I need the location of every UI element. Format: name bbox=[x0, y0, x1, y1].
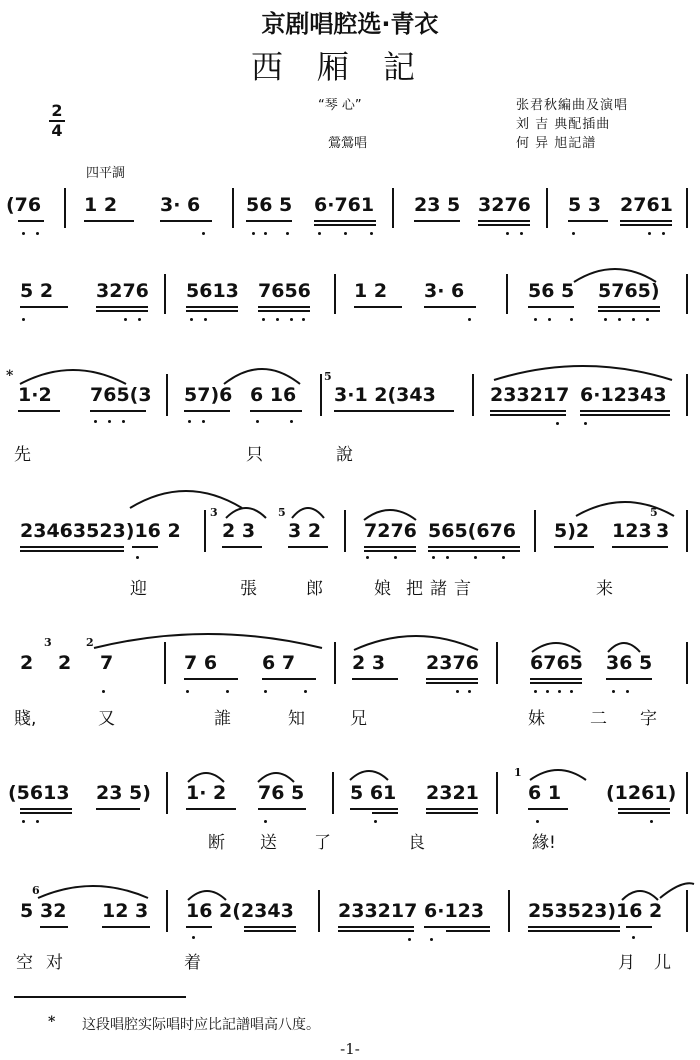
grace-note: 5 bbox=[650, 506, 658, 519]
barline bbox=[334, 642, 336, 684]
lyric-char: 空 bbox=[16, 953, 33, 973]
note-group: 5)2 bbox=[554, 520, 590, 542]
underline bbox=[132, 546, 158, 548]
footnote-text: 这段唱腔实际唱时应比記譜唱高八度。 bbox=[82, 1017, 320, 1033]
octave-dot bbox=[36, 820, 39, 823]
octave-dot bbox=[22, 232, 25, 235]
underline bbox=[620, 220, 672, 222]
octave-dot bbox=[604, 318, 607, 321]
slur bbox=[656, 880, 696, 902]
note-group: 1·2 bbox=[18, 384, 52, 406]
lyric-char: 儿 bbox=[654, 953, 671, 973]
lyric-char: 言 bbox=[454, 579, 471, 599]
underline bbox=[618, 812, 670, 814]
underline bbox=[424, 926, 490, 928]
note-group: 6 7 bbox=[262, 652, 296, 674]
note-group: 56 5 bbox=[246, 194, 293, 216]
barline bbox=[204, 510, 206, 552]
underline bbox=[250, 410, 302, 412]
octave-dot bbox=[546, 690, 549, 693]
underline bbox=[598, 310, 660, 312]
octave-dot bbox=[252, 232, 255, 235]
lyric-char: 先 bbox=[14, 445, 31, 465]
underline bbox=[288, 546, 328, 548]
score-system-1 bbox=[0, 188, 700, 248]
performer-credit: 鶯鶯唱 bbox=[328, 136, 368, 151]
underline bbox=[490, 414, 566, 416]
octave-dot bbox=[408, 938, 411, 941]
octave-dot bbox=[226, 690, 229, 693]
note-group: 2 bbox=[20, 652, 34, 674]
octave-dot bbox=[188, 420, 191, 423]
underline bbox=[426, 812, 478, 814]
slur bbox=[222, 502, 270, 522]
underline bbox=[354, 306, 402, 308]
grace-note: 1 bbox=[514, 766, 522, 779]
note-group: 7 6 bbox=[184, 652, 218, 674]
barline bbox=[686, 642, 688, 684]
note-group: 36 5 bbox=[606, 652, 653, 674]
octave-dot bbox=[650, 820, 653, 823]
barline bbox=[318, 890, 320, 932]
underline bbox=[20, 546, 124, 548]
grace-note: 2 bbox=[86, 636, 94, 649]
underline bbox=[186, 310, 238, 312]
octave-dot bbox=[446, 556, 449, 559]
octave-dot bbox=[474, 556, 477, 559]
note-group: 5613 bbox=[186, 280, 239, 302]
grace-note: 3 bbox=[44, 636, 52, 649]
mode-label: 四平調 bbox=[86, 166, 126, 181]
underline bbox=[414, 220, 460, 222]
underline bbox=[528, 930, 620, 932]
octave-dot bbox=[286, 232, 289, 235]
barline bbox=[496, 772, 498, 814]
octave-dot bbox=[632, 936, 635, 939]
lyric-char: 賤, bbox=[14, 709, 37, 729]
octave-dot bbox=[534, 318, 537, 321]
note-group: (1261) bbox=[606, 782, 677, 804]
score-system-4 bbox=[0, 506, 700, 600]
lyric-char: 張 bbox=[240, 579, 257, 599]
credit-line-1: 张君秋編曲及演唱 bbox=[516, 98, 629, 113]
underline bbox=[18, 220, 44, 222]
underline bbox=[580, 414, 670, 416]
lyric-char: 又 bbox=[98, 709, 115, 729]
underline bbox=[222, 546, 262, 548]
barline bbox=[534, 510, 536, 552]
lyric-char: 送 bbox=[260, 833, 277, 853]
octave-dot bbox=[290, 318, 293, 321]
note-group: 123 bbox=[612, 520, 652, 542]
note-group: 12 3 bbox=[102, 900, 149, 922]
underline bbox=[96, 808, 140, 810]
barline bbox=[686, 274, 688, 314]
underline bbox=[612, 546, 668, 548]
underline bbox=[20, 808, 72, 810]
barline bbox=[344, 510, 346, 552]
footnote-marker: * bbox=[48, 1014, 56, 1030]
slur bbox=[490, 360, 676, 384]
note-group: 233217 bbox=[490, 384, 570, 406]
underline bbox=[618, 808, 670, 810]
octave-dot bbox=[366, 556, 369, 559]
barline bbox=[232, 188, 234, 228]
slur bbox=[350, 630, 482, 654]
note-group: 5 2 bbox=[20, 280, 54, 302]
underline bbox=[258, 306, 310, 308]
underline bbox=[580, 410, 670, 412]
note-group: 56 5 bbox=[528, 280, 575, 302]
underline bbox=[90, 410, 146, 412]
underline bbox=[20, 550, 124, 552]
barline bbox=[392, 188, 394, 228]
time-signature bbox=[48, 102, 66, 140]
underline bbox=[102, 926, 150, 928]
barline bbox=[320, 374, 322, 416]
lyric-char: 把 bbox=[406, 579, 423, 599]
note-group: 6·123 bbox=[424, 900, 485, 922]
octave-dot bbox=[36, 232, 39, 235]
note-group: 5 bbox=[20, 900, 34, 922]
note-group: 6 1 bbox=[528, 782, 562, 804]
lyric-char: 兄 bbox=[350, 709, 367, 729]
credit-line-3: 何 异 旭記譜 bbox=[516, 136, 597, 151]
lyric-char: 月 bbox=[618, 953, 635, 973]
lyric-char: 对 bbox=[46, 953, 63, 973]
note-group: 23 5 bbox=[414, 194, 461, 216]
barline bbox=[686, 374, 688, 416]
underline bbox=[160, 220, 212, 222]
underline bbox=[426, 808, 478, 810]
lyric-char: 了 bbox=[314, 833, 331, 853]
note-group: 1 2 bbox=[84, 194, 118, 216]
note-group: 3 2 bbox=[288, 520, 322, 542]
underline bbox=[338, 926, 414, 928]
underline bbox=[262, 678, 316, 680]
underline bbox=[478, 224, 530, 226]
octave-dot bbox=[456, 690, 459, 693]
underline bbox=[96, 310, 148, 312]
opera-title: 西厢記 bbox=[250, 48, 449, 86]
underline bbox=[626, 926, 652, 928]
slur bbox=[34, 880, 152, 902]
note-group: 565(676 bbox=[428, 520, 517, 542]
lyric-char: 断 bbox=[208, 833, 225, 853]
note-group: 7656 bbox=[258, 280, 311, 302]
underline bbox=[528, 926, 620, 928]
underline bbox=[598, 306, 660, 308]
octave-dot bbox=[394, 556, 397, 559]
octave-dot bbox=[264, 690, 267, 693]
lyric-char: 緣! bbox=[532, 833, 556, 853]
footnote-rule bbox=[14, 996, 186, 998]
underline bbox=[528, 808, 568, 810]
note-group: 3·1 2(343 bbox=[334, 384, 436, 406]
octave-dot bbox=[204, 318, 207, 321]
barline bbox=[546, 188, 548, 228]
note-group: 3276 bbox=[96, 280, 149, 302]
underline bbox=[20, 306, 68, 308]
octave-dot bbox=[22, 318, 25, 321]
underline bbox=[364, 550, 416, 552]
octave-dot bbox=[108, 420, 111, 423]
underline bbox=[530, 682, 582, 684]
barline bbox=[686, 772, 688, 814]
underline bbox=[184, 678, 238, 680]
octave-dot bbox=[430, 938, 433, 941]
octave-dot bbox=[192, 936, 195, 939]
note-group: 16 2(2343 bbox=[186, 900, 294, 922]
octave-dot bbox=[556, 422, 559, 425]
octave-dot bbox=[626, 690, 629, 693]
underline bbox=[244, 930, 296, 932]
note-group: 23463523)16 2 bbox=[20, 520, 181, 542]
octave-dot bbox=[584, 422, 587, 425]
barline bbox=[332, 772, 334, 814]
note-group: 2321 bbox=[426, 782, 479, 804]
octave-dot bbox=[648, 232, 651, 235]
lyric-char: 誰 bbox=[214, 709, 231, 729]
note-group: 765(3 bbox=[90, 384, 152, 406]
octave-dot bbox=[646, 318, 649, 321]
lyric-char: 来 bbox=[596, 579, 613, 599]
note-group: 76 5 bbox=[258, 782, 305, 804]
underline bbox=[424, 306, 476, 308]
octave-dot bbox=[502, 556, 505, 559]
lyric-char: 郎 bbox=[306, 579, 323, 599]
underline bbox=[490, 410, 566, 412]
page-number: -1- bbox=[340, 1040, 360, 1058]
underline bbox=[426, 682, 478, 684]
underline bbox=[446, 930, 490, 932]
lyric-char: 娘 bbox=[374, 579, 391, 599]
note-group: 23 5) bbox=[96, 782, 151, 804]
lyric-char: 迎 bbox=[130, 579, 147, 599]
note-group: 6·12343 bbox=[580, 384, 667, 406]
octave-dot bbox=[662, 232, 665, 235]
octave-dot bbox=[202, 420, 205, 423]
octave-dot bbox=[304, 690, 307, 693]
note-group: 32 bbox=[40, 900, 67, 922]
barline bbox=[506, 274, 508, 314]
barline bbox=[686, 188, 688, 228]
underline bbox=[186, 808, 236, 810]
note-group: 3· 6 bbox=[160, 194, 201, 216]
aria-title: “琴 心” bbox=[318, 98, 362, 113]
octave-dot bbox=[262, 318, 265, 321]
note-group: 5 61 bbox=[350, 782, 397, 804]
underline bbox=[428, 550, 520, 552]
octave-dot bbox=[264, 820, 267, 823]
octave-dot bbox=[572, 232, 575, 235]
underline bbox=[40, 926, 68, 928]
underline bbox=[528, 306, 574, 308]
note-group: 3276 bbox=[478, 194, 531, 216]
underline bbox=[186, 306, 238, 308]
octave-dot bbox=[124, 318, 127, 321]
octave-dot bbox=[318, 232, 321, 235]
underline bbox=[84, 220, 134, 222]
note-group: 7 bbox=[100, 652, 114, 674]
footnote-marker: * bbox=[6, 368, 14, 384]
barline bbox=[472, 374, 474, 416]
octave-dot bbox=[370, 232, 373, 235]
note-group: 253523)16 2 bbox=[528, 900, 663, 922]
barline bbox=[164, 274, 166, 314]
underline bbox=[246, 220, 292, 222]
underline bbox=[334, 410, 454, 412]
note-group: 5 3 bbox=[568, 194, 602, 216]
underline bbox=[530, 678, 582, 680]
octave-dot bbox=[190, 318, 193, 321]
note-group: 2376 bbox=[426, 652, 479, 674]
octave-dot bbox=[344, 232, 347, 235]
note-group: 3· 6 bbox=[424, 280, 465, 302]
lyric-char: 知 bbox=[288, 709, 305, 729]
octave-dot bbox=[468, 690, 471, 693]
note-group: 5765) bbox=[598, 280, 660, 302]
slur bbox=[526, 764, 590, 784]
octave-dot bbox=[570, 690, 573, 693]
note-group: 1· 2 bbox=[186, 782, 227, 804]
lyric-char: 字 bbox=[640, 709, 657, 729]
note-group: 7276 bbox=[364, 520, 417, 542]
octave-dot bbox=[94, 420, 97, 423]
underline bbox=[568, 220, 608, 222]
grace-note: 5 bbox=[278, 506, 286, 519]
lyric-char: 着 bbox=[184, 953, 201, 973]
octave-dot bbox=[264, 232, 267, 235]
underline bbox=[364, 546, 416, 548]
underline bbox=[428, 546, 520, 548]
octave-dot bbox=[276, 318, 279, 321]
barline bbox=[686, 510, 688, 552]
underline bbox=[184, 410, 230, 412]
barline bbox=[334, 274, 336, 314]
slur bbox=[572, 496, 678, 520]
octave-dot bbox=[138, 318, 141, 321]
underline bbox=[18, 410, 60, 412]
octave-dot bbox=[290, 420, 293, 423]
note-group: (76 bbox=[6, 194, 42, 216]
underline bbox=[314, 220, 376, 222]
lyric-char: 只 bbox=[246, 445, 263, 465]
underline bbox=[258, 310, 310, 312]
score-system-7 bbox=[0, 884, 700, 980]
underline bbox=[244, 926, 296, 928]
note-group: 2 3 bbox=[352, 652, 386, 674]
barline bbox=[508, 890, 510, 932]
octave-dot bbox=[570, 318, 573, 321]
octave-dot bbox=[186, 690, 189, 693]
grace-note: 6 bbox=[32, 884, 40, 897]
octave-dot bbox=[202, 232, 205, 235]
octave-dot bbox=[536, 820, 539, 823]
octave-dot bbox=[558, 690, 561, 693]
note-group: 3 bbox=[656, 520, 670, 542]
octave-dot bbox=[548, 318, 551, 321]
underline bbox=[258, 808, 306, 810]
underline bbox=[314, 224, 376, 226]
note-group: 6765 bbox=[530, 652, 583, 674]
underline bbox=[606, 678, 652, 680]
octave-dot bbox=[102, 690, 105, 693]
slur bbox=[90, 628, 326, 652]
note-group: 2 3 bbox=[222, 520, 256, 542]
octave-dot bbox=[534, 690, 537, 693]
barline bbox=[166, 772, 168, 814]
note-group: 233217 bbox=[338, 900, 418, 922]
barline bbox=[166, 890, 168, 932]
lyric-char: 說 bbox=[336, 445, 353, 465]
octave-dot bbox=[374, 820, 377, 823]
note-group: 2 bbox=[58, 652, 72, 674]
octave-dot bbox=[302, 318, 305, 321]
underline bbox=[554, 546, 594, 548]
underline bbox=[372, 812, 398, 814]
note-group: (5613 bbox=[8, 782, 70, 804]
underline bbox=[20, 812, 72, 814]
octave-dot bbox=[432, 556, 435, 559]
note-group: 6·761 bbox=[314, 194, 375, 216]
octave-dot bbox=[506, 232, 509, 235]
octave-dot bbox=[256, 420, 259, 423]
series-title: 京剧唱腔选·青衣 bbox=[261, 10, 439, 38]
octave-dot bbox=[122, 420, 125, 423]
octave-dot bbox=[612, 690, 615, 693]
underline bbox=[96, 306, 148, 308]
underline bbox=[478, 220, 530, 222]
note-group: 6 16 bbox=[250, 384, 297, 406]
octave-dot bbox=[136, 556, 139, 559]
lyric-char: 妹 bbox=[528, 709, 545, 729]
score-system-2 bbox=[0, 274, 700, 334]
underline bbox=[620, 224, 672, 226]
lyric-char: 諸 bbox=[430, 579, 447, 599]
note-group: 2761 bbox=[620, 194, 673, 216]
grace-note: 3 bbox=[210, 506, 218, 519]
octave-dot bbox=[618, 318, 621, 321]
underline bbox=[338, 930, 414, 932]
score-system-5 bbox=[0, 636, 700, 732]
underline bbox=[350, 808, 398, 810]
credit-line-2: 刘 吉 典配插曲 bbox=[516, 117, 611, 132]
score-system-3 bbox=[0, 368, 700, 465]
lyric-char: 二 bbox=[590, 709, 607, 729]
lyric-char: 良 bbox=[408, 833, 425, 853]
slur bbox=[288, 502, 328, 522]
underline bbox=[426, 678, 478, 680]
grace-note: 5 bbox=[324, 370, 332, 383]
note-group: 1 2 bbox=[354, 280, 388, 302]
barline bbox=[64, 188, 66, 228]
barline bbox=[496, 642, 498, 684]
barline bbox=[166, 374, 168, 416]
octave-dot bbox=[468, 318, 471, 321]
octave-dot bbox=[632, 318, 635, 321]
score-system-6 bbox=[0, 766, 700, 862]
time-signature-bottom: 4 bbox=[51, 121, 63, 140]
note-group: 57)6 bbox=[184, 384, 233, 406]
time-signature-top: 2 bbox=[51, 101, 63, 120]
underline bbox=[352, 678, 398, 680]
underline bbox=[186, 926, 212, 928]
octave-dot bbox=[22, 820, 25, 823]
octave-dot bbox=[520, 232, 523, 235]
